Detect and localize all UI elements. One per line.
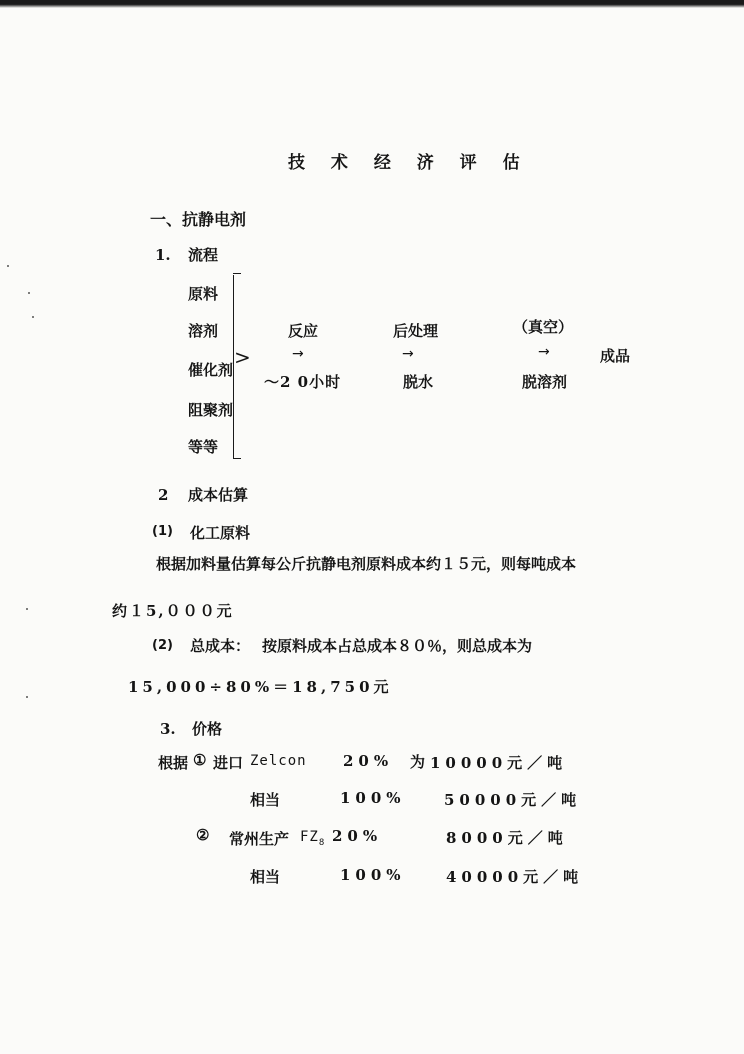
arrow-icon: →: [292, 346, 304, 362]
item-number: 2: [158, 486, 169, 504]
input-inhibitor: 阻聚剂: [188, 401, 234, 419]
arrow-icon: →: [538, 344, 550, 360]
price-percent: 20%: [332, 827, 383, 845]
input-raw-material: 原料: [188, 285, 219, 303]
item-label: 价格: [192, 720, 223, 738]
price-value: 40000元／吨: [446, 868, 584, 886]
price-value: 8000元／吨: [446, 829, 568, 847]
section-heading: 一、抗静电剂: [150, 210, 247, 229]
price-source: 进口: [213, 754, 244, 772]
price-marker: ①: [193, 751, 207, 769]
price-source: 相当: [250, 791, 281, 809]
input-catalyst: 催化剂: [188, 361, 234, 379]
sub-label: 总成本：: [190, 637, 251, 655]
brace-top-tick: [233, 273, 241, 274]
price-value: 50000元／吨: [444, 791, 582, 809]
step-desolvent: 脱溶剂: [522, 373, 568, 391]
sub-number: (2): [152, 638, 173, 653]
step-vacuum: （真空）: [513, 318, 574, 336]
price-verb: 为: [410, 753, 426, 771]
scan-speck: [28, 292, 30, 294]
price-source: 相当: [250, 868, 281, 886]
page-title: 技 术 经 济 评 估: [288, 153, 530, 173]
price-product: $FZ_8$: [300, 829, 326, 848]
scan-speck: [26, 608, 28, 610]
product-label: 成品: [600, 347, 631, 365]
step-reaction-time: ～2 0小时: [264, 373, 342, 391]
price-marker: ②: [196, 826, 210, 844]
price-source: 常州生产: [229, 830, 290, 848]
step-dehydration: 脱水: [403, 373, 434, 391]
sub-number: (1): [152, 524, 173, 539]
price-product-subscript: 8: [318, 837, 326, 848]
price-value: 10000元／吨: [430, 754, 568, 772]
item-number: 1.: [155, 246, 171, 264]
step-reaction: 反应: [288, 322, 319, 340]
item-number: 3.: [160, 720, 176, 738]
scan-speck: [32, 316, 34, 318]
price-percent: 20%: [343, 752, 394, 770]
paragraph-line: 根据加料量估算每公斤抗静电剂原料成本约１５元，则每吨成本: [156, 555, 577, 573]
price-product: Zelcon: [250, 753, 307, 769]
step-post-treatment: 后处理: [393, 322, 439, 340]
arrow-icon: →: [402, 346, 414, 362]
item-label: 流程: [188, 246, 219, 264]
input-etc: 等等: [188, 438, 219, 456]
price-lead: 根据: [158, 754, 189, 772]
item-label: 成本估算: [188, 486, 249, 504]
sub-label: 化工原料: [190, 524, 251, 542]
brace-bottom-tick: [233, 458, 241, 459]
scan-top-edge: [0, 0, 744, 8]
cost-formula: 15,000÷80%＝18,750元: [128, 678, 393, 696]
brace-point: >: [234, 345, 251, 369]
paragraph-line: 约１5,０００元: [112, 602, 234, 620]
scan-speck: [26, 696, 28, 698]
price-percent: 100%: [340, 789, 406, 807]
input-solvent: 溶剂: [188, 322, 219, 340]
price-percent: 100%: [340, 866, 406, 884]
scan-speck: [7, 265, 9, 267]
sub-text: 按原料成本占总成本８０％，则总成本为: [262, 637, 533, 655]
